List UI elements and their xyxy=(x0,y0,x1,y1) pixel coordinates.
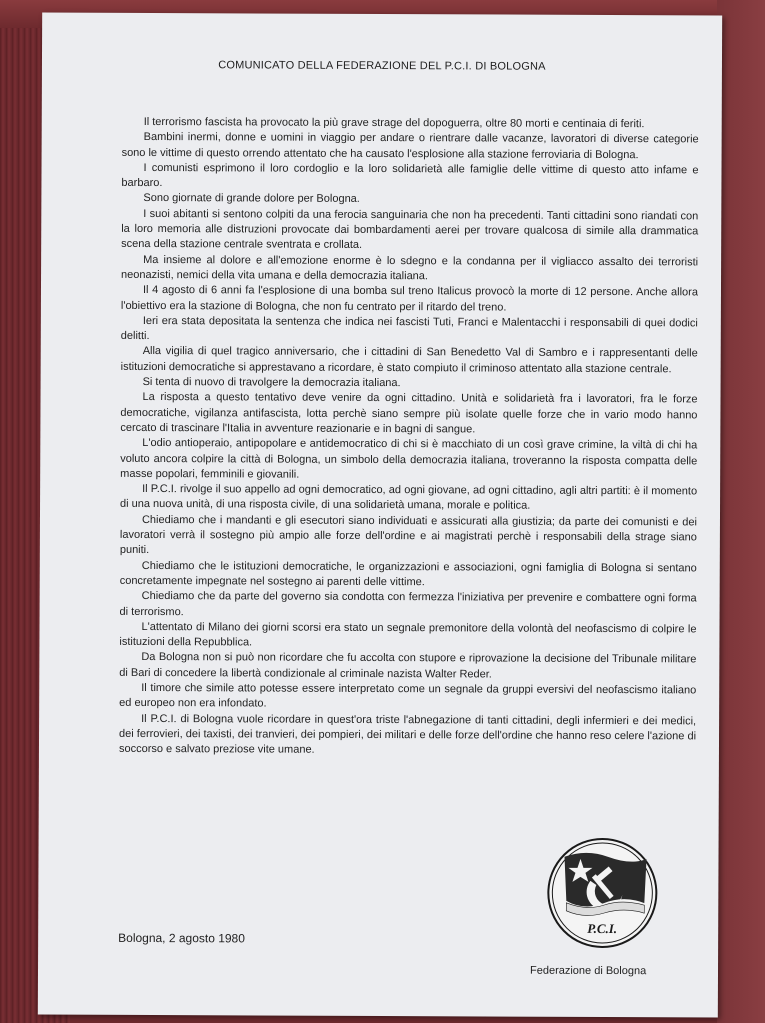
paragraph: Chiediamo che da parte del governo sia condotta con fermezza l'iniziativa per prevenire e combattere ogni forma di terrorismo. xyxy=(119,590,697,618)
paragraph: Il timore che simile atto potesse essere interpretato come un segnale da gruppi eversivi del neofascismo italiano ed europeo non era infondato. xyxy=(119,681,697,710)
paragraph: Si tenta di nuovo di travolgere la democrazia italiana. xyxy=(142,376,401,390)
paragraph: Ieri era stata depositata la sentenza che indica nei fascisti Tuti, Franci e Malentacchi i responsabili di quei dodici delitti. xyxy=(120,314,698,343)
pci-logo-icon xyxy=(546,837,658,949)
paragraph: Da Bologna non si può non ricordare che fu accolta con stupore e riprovazione la decisione del Tribunale militare di Bari di concedere la libertà condizionale al criminale nazista Walter Reder. xyxy=(119,651,697,681)
paragraph: Il P.C.I. di Bologna vuole ricordare in quest'ora triste l'abnegazione di tanti cittadini, degli infermieri e dei medici, dei ferrovieri, dei taxisti, dei tranvieri, dei pompieri, dei militari e delle forze dell'ordine che hanno reso celere l'azione di soccorso e salvato preziose vite umane. xyxy=(118,712,697,756)
document-signature: Federazione di Bologna xyxy=(529,964,647,978)
document-body xyxy=(119,115,699,760)
paragraph: I comunisti esprimono il loro cordoglio e la loro solidarietà alle famiglie delle vittime di questo atto infame e barbaro. xyxy=(121,161,699,190)
paragraph: Il 4 agosto di 6 anni fa l'esplosione di una bomba sul treno Italicus provocò la morte di 12 persone. Anche allora l'obiettivo era la stazione di Bologna, che non fu centrato per il ritardo del treno. xyxy=(120,284,698,314)
paragraph: La risposta a questo tentativo deve venire da ogni cittadino. Unità e solidarietà fra i lavoratori, fra le forze democratiche, vigilanza antifascista, lotta perchè siano sempre più isolate quelle forze che in vario modo hanno cercato di trascinare l'Italia in avventure reazionarie e in bagni di sangue. xyxy=(120,391,698,436)
paragraph: Alla vigilia di quel tragico anniversario, che i cittadini di San Benedetto Val di Sambro e i rappresentanti delle istituzioni democratiche si apprestavano a ricordare, è stato compiuto il criminoso attentato alla stazione centrale. xyxy=(120,345,698,376)
document-sheet xyxy=(38,13,722,1018)
paragraph: Il terrorismo fascista ha provocato la più grave strage del dopoguerra, oltre 80 morti e centinaia di feriti. xyxy=(143,115,645,131)
paragraph: L'odio antioperaio, antipopolare e antidemocratico di chi si è macchiato di un così grave crimine, la viltà di chi ha voluto ancora colpire la città di Bologna, un simbolo della democrazia italiana, troveranno la risposta compatta delle masse popolari, femminili e giovanili. xyxy=(120,437,698,481)
paragraph: Bambini inermi, donne e uomini in viaggio per andare o rientrare dalle vacanze, lavoratori di diverse categorie sono le vittime di questo orrendo attentato che ha causato l'esplosione alla stazione ferroviaria di Bologna. xyxy=(121,131,699,161)
paragraph: Chiediamo che le istituzioni democratiche, le organizzazioni e associazioni, ogni famiglia di Bologna si sentano concretamente impegnate nel sostegno ai parenti delle vittime. xyxy=(119,559,697,589)
document-title: COMUNICATO DELLA FEDERAZIONE DEL P.C.I. DI BOLOGNA xyxy=(218,59,546,73)
paragraph: I suoi abitanti si sentono colpiti da una ferocia sanguinaria che non ha precedenti. Tanti cittadini sono riandati con la loro memoria alle distruzioni provocate dai bombardamenti aerei per trovare qualcosa di simile alla drammatica scena della stazione centrale sventrata e crollata. xyxy=(121,207,699,252)
paragraph: L'attentato di Milano dei giorni scorsi era stato un segnale premonitore della volontà del neofascismo di colpire le istituzioni della Repubblica. xyxy=(119,620,697,649)
logo-text: P.C.I. xyxy=(587,920,618,937)
binder-edge-right xyxy=(717,0,765,1023)
paragraph: Sono giornate di grande dolore per Bologna. xyxy=(143,192,360,206)
paragraph: Chiediamo che i mandanti e gli esecutori siano individuati e assicurati alla giustizia; da parte dei comunisti e dei lavoratori verrà il sostegno più ampio alle forze dell'ordine e ai magistrati perchè i responsabili della strage siano puniti. xyxy=(119,513,697,557)
document-date: Bologna, 2 agosto 1980 xyxy=(118,930,245,946)
paragraph: Ma insieme al dolore e all'emozione enorme è lo sdegno e la condanna per il vigliacco assalto dei terroristi neonazisti, nemici della vita umana e della democrazia italiana. xyxy=(121,253,699,283)
paragraph: Il P.C.I. rivolge il suo appello ad ogni democratico, ad ogni giovane, ad ogni cittadino, agli altri partiti: è il momento di una nuova unità, di una risposta civile, di una solidarietà umana, morale e politica. xyxy=(120,483,698,513)
